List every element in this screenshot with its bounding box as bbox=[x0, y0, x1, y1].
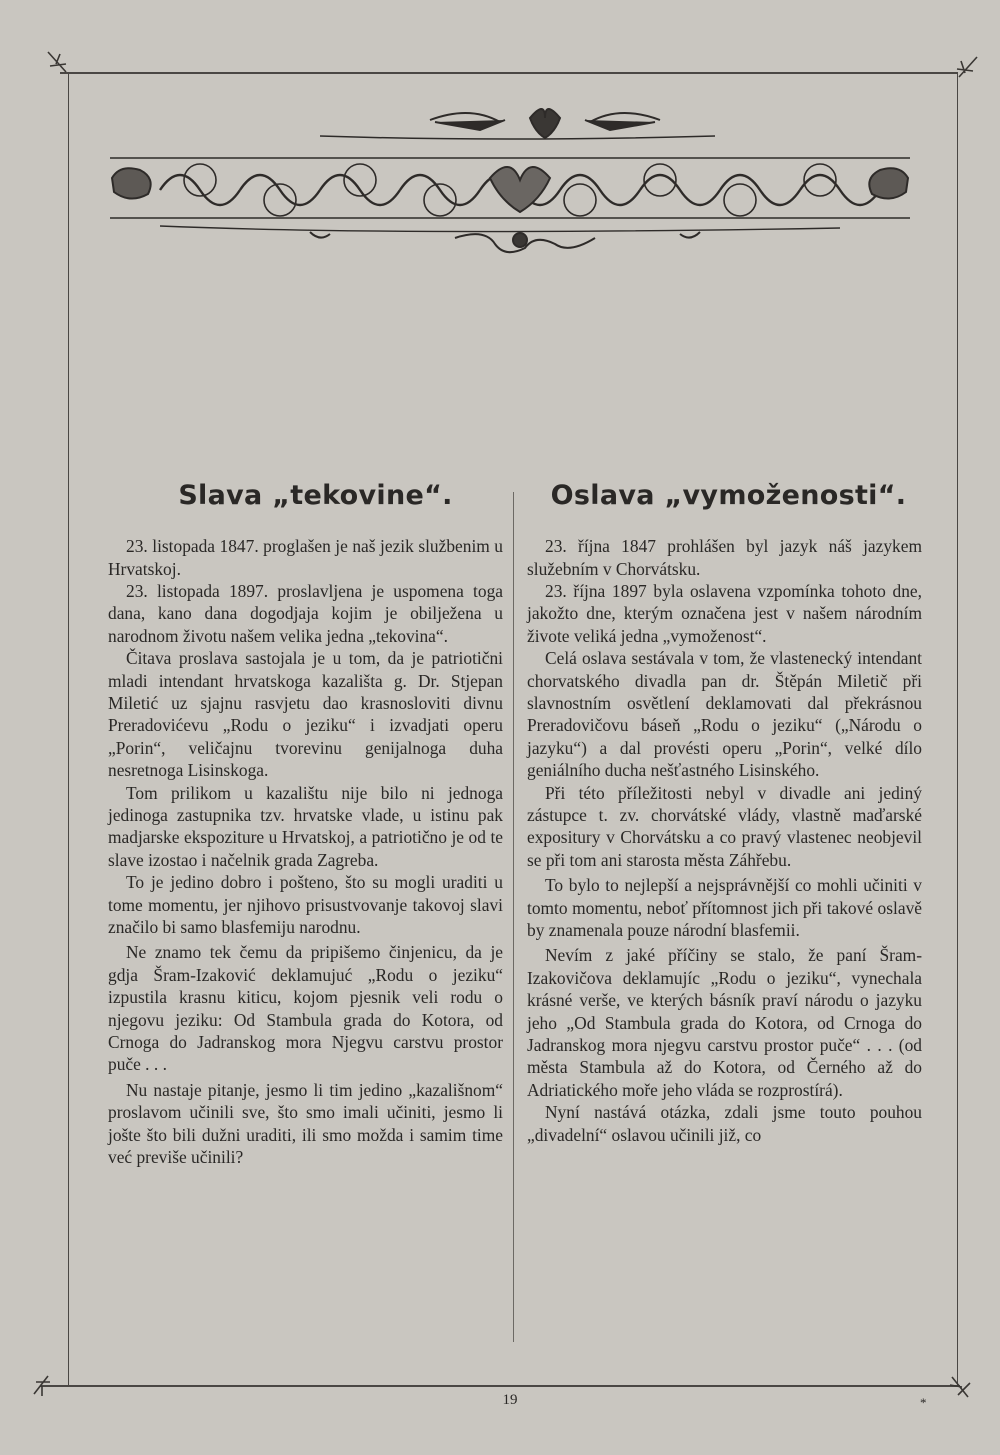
right-column-czech bbox=[527, 478, 922, 1146]
left-paragraph-1: 23. listopada 1847. proglašen je naš jezik službenim u Hrvatskoj. bbox=[108, 536, 503, 579]
left-paragraph-7: Nu nastaje pitanje, jesmo li tim jedino „kazališnom“ proslavom učinili sve, što smo imali učiniti, jesmo li jošte što bili dužni uraditi, ili smo možda i samim time već previše učinili? bbox=[108, 1079, 503, 1168]
corner-mark-top-right bbox=[955, 55, 979, 79]
page-number: 19 bbox=[502, 1392, 518, 1408]
right-paragraph-4: Při této příležitosti nebyl v divadle ani jediný zástupce t. zv. chorvátské vlády, vlastně maďarské expositury v Chorvátsku a co pravý vlastenec neobjevil se při tom ani starosta města Záhřebu. bbox=[527, 782, 922, 870]
left-column-croatian bbox=[108, 478, 503, 1168]
left-paragraph-5: To je jedino dobro i pošteno, što su mogli uraditi u tome momentu, jer njihovo prisustvovanje takovoj slavi značilo bi samo blasfemiju narodnu. bbox=[108, 872, 503, 937]
corner-mark-top-left bbox=[46, 50, 70, 74]
left-heading: Slava „tekovine“. bbox=[178, 480, 453, 511]
floral-ornament-header bbox=[100, 100, 920, 270]
right-paragraph-7: Nyní nastává otázka, zdali jsme touto pouhou „divadelní“ oslavou učinili již, co bbox=[527, 1102, 922, 1145]
left-paragraph-4: Tom prilikom u kazalištu nije bilo ni jednoga jedinoga zastupnika tzv. hrvatske vlade, u istinu pak madjarske ekspoziture u Hrvatskoj, a patriotično je od te slave izostao i načelnik grada Zagreba. bbox=[108, 782, 503, 870]
left-paragraph-2: 23. listopada 1897. proslavljena je uspomena toga dana, kano dana dogodjaja kojim je obilježena u narodnom životu našem velika jedna „tekovina“. bbox=[108, 580, 503, 646]
footer-asterisk: * bbox=[920, 1395, 927, 1410]
bottom-frame-rule bbox=[40, 1385, 960, 1387]
right-paragraph-3: Celá oslava sestávala v tom, že vlastenecký intendant chorvatského divadla pan dr. Štěpán Miletič při slavnostním osvětlení deklamovati dal překrásnou Preradovičovu báseň „Rodu o jeziku“ („Národu o jazyku“) a dal provésti operu „Porin“, velké dílo geniálního ducha nešťastného Lisinského. bbox=[527, 648, 922, 781]
right-paragraph-5: To bylo to nejlepší a nejsprávnější co mohli učiniti v tomto momentu, neboť přítomnost jich při takové oslavě by znamenala pouze národní blasfemii. bbox=[527, 875, 922, 940]
right-paragraph-1: 23. října 1847 prohlášen byl jazyk náš jazykem služebním v Chorvátsku. bbox=[527, 536, 922, 579]
right-paragraph-2: 23. října 1897 byla oslavena vzpomínka tohoto dne, jakožto dne, kterým označena jest v našem národním živote veliká jedna „vymoženost“. bbox=[527, 580, 922, 646]
left-paragraph-3: Čitava proslava sastojala je u tom, da je patriotični mladi intendant hrvatskoga kazališta g. Dr. Stjepan Miletić uz sjajnu rasvjetu dao krasnosloviti divnu Preradovićevu „Rodu o jeziku“ i izvadjati operu „Porin“, veličajnu tvorevinu genijalnoga duha nesretnoga Lisinskoga. bbox=[108, 648, 503, 781]
corner-mark-bottom-left bbox=[30, 1372, 54, 1396]
column-divider bbox=[513, 492, 514, 1342]
right-frame-rule bbox=[957, 72, 958, 1387]
corner-mark-bottom-right bbox=[948, 1375, 972, 1399]
left-paragraph-6: Ne znamo tek čemu da pripišemo činjenicu, da je gdja Šram-Izaković deklamujuć „Rodu o jeziku“ izpustila krasnu kiticu, kojom pjesnik veli rodu o njegovu jeziku: Od Stambula grada do Kotora, od Crnoga do Jadranskog mora Njegvu carstvu prostor puče . . . bbox=[108, 942, 503, 1075]
right-heading: Oslava „vymoženosti“. bbox=[550, 480, 907, 511]
left-frame-rule bbox=[68, 72, 69, 1387]
right-paragraph-6: Nevím z jaké příčiny se stalo, že paní Šram-Izakovičova deklamujíc „Rodu o jeziku“, vynechala krásné verše, ve kterých básník praví národu o jazyku jeho „Od Stambula grada do Kotora, od Crnoga do Jadranskog mora njegvu carstvu prostor puče“ . . . (od města Stambula až do Kotora, od Černého až do Adriatického moře jeho vláda se rozprostírá). bbox=[527, 945, 922, 1100]
top-frame-rule bbox=[60, 72, 958, 74]
